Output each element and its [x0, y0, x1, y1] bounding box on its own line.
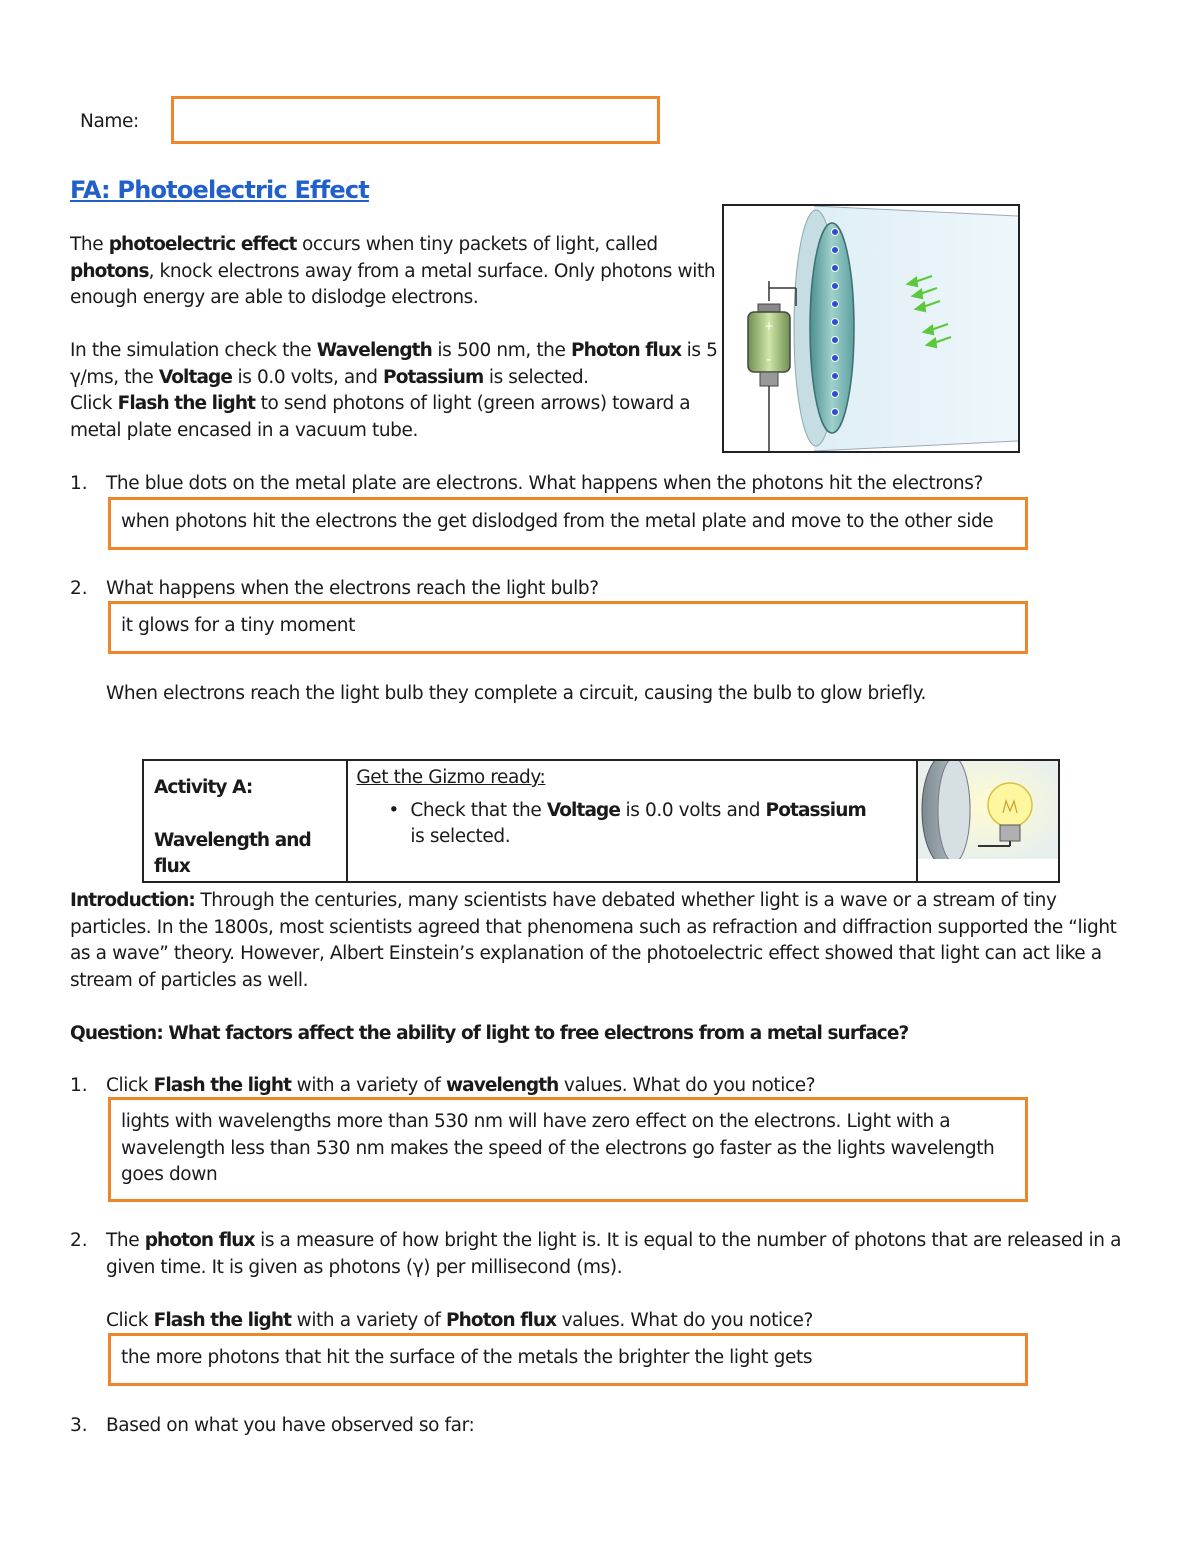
- activity-table: [142, 759, 1060, 883]
- svg-text:-: -: [766, 352, 772, 368]
- light-bulb-thumbnail: [918, 761, 1058, 859]
- activity-bullet: • Check that the Voltage is 0.0 volts and Potassium is selected.: [388, 799, 866, 847]
- bullet-dot-icon: •: [388, 799, 399, 821]
- activity-label: Activity A:: [154, 777, 253, 798]
- activity-q2-answer-field[interactable]: the more photons that hit the surface of the metals the brighter the light gets: [108, 1333, 1028, 1386]
- q1-text: The blue dots on the metal plate are electrons. What happens when the photons hit the electrons?: [106, 473, 983, 494]
- activity-ready-heading: Get the Gizmo ready:: [356, 767, 546, 788]
- q1-number: 1.: [70, 473, 88, 494]
- name-label: Name:: [80, 111, 139, 132]
- name-input[interactable]: [171, 96, 660, 144]
- svg-text:+: +: [763, 319, 775, 333]
- q2-text: What happens when the electrons reach the light bulb?: [106, 578, 599, 599]
- q2-note: When electrons reach the light bulb they complete a circuit, causing the bulb to glow briefly.: [106, 683, 927, 704]
- q1-answer-field[interactable]: when photons hit the electrons the get dislodged from the metal plate and move to the other side: [108, 497, 1028, 550]
- intro-paragraph-1: The photoelectric effect occurs when tiny packets of light, called photons, knock electrons away from a metal surface. Only photons with enough energy are able to dislodge electrons.: [70, 234, 716, 308]
- introduction-paragraph: Introduction: Through the centuries, many scientists have debated whether light is a wave or a stream of tiny particles. In the 1800s, most scientists agreed that phenomena such as refraction and diffraction supported the “light as a wave” theory. However, Albert Einstein’s explanation of the photoelectric effect showed that light can act like a stream of particles as well.: [70, 890, 1117, 991]
- activity-q1-text: Click Flash the light with a variety of wavelength values. What do you notice?: [106, 1075, 816, 1096]
- activity-q1-number: 1.: [70, 1075, 88, 1096]
- activity-q2-number: 2.: [70, 1230, 88, 1251]
- activity-q3-number: 3.: [70, 1415, 88, 1436]
- activity-q2-click-text: Click Flash the light with a variety of Photon flux values. What do you notice?: [106, 1310, 813, 1331]
- activity-q2-text: The photon flux is a measure of how bright the light is. It is equal to the number of photons that are released in a given time. It is given as photons (γ) per millisecond (ms).: [106, 1230, 1122, 1278]
- intro-paragraph-2: In the simulation check the Wavelength is 500 nm, the Photon flux is 5 γ/ms, the Voltage is 0.0 volts, and Potassium is selected. Click Flash the light to send photons of light (green arrows) toward a metal plate encased in a vacuum tube.: [70, 340, 718, 441]
- vacuum-tube-illustration: [724, 206, 1018, 451]
- activity-name: Wavelength and flux: [154, 829, 311, 877]
- simulation-image: [722, 204, 1020, 453]
- activity-q1-answer-field[interactable]: lights with wavelengths more than 530 nm will have zero effect on the electrons. Light with a wavelength less than 530 nm makes the speed of the electrons go faster as the lights wavelength goes down: [108, 1097, 1028, 1202]
- page-title: FA: Photoelectric Effect: [70, 176, 369, 204]
- q2-answer-field[interactable]: it glows for a tiny moment: [108, 601, 1028, 654]
- activity-q3-text: Based on what you have observed so far:: [106, 1415, 475, 1436]
- activity-question: Question: What factors affect the ability of light to free electrons from a metal surface?: [70, 1023, 909, 1044]
- q2-number: 2.: [70, 578, 88, 599]
